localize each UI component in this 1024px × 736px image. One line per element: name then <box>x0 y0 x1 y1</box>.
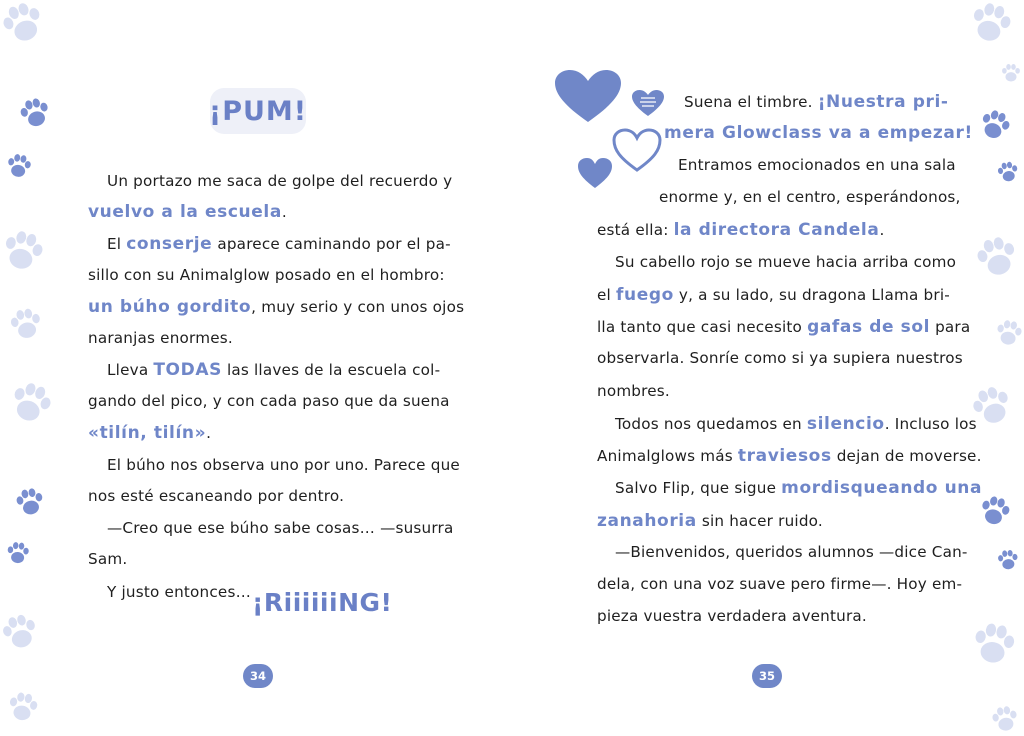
paw-print-icon <box>994 158 1022 186</box>
body-text: observarla. Sonríe como si ya supiera nuestros <box>597 349 963 367</box>
body-text: las llaves de la escuela col- <box>221 361 441 379</box>
body-text: Y justo entonces… <box>107 583 251 601</box>
body-text: naranjas enormes. <box>88 329 233 347</box>
body-text: dela, con una voz suave pero firme—. Hoy em- <box>597 575 963 593</box>
body-text: nombres. <box>597 382 670 400</box>
text-line <box>88 297 465 317</box>
body-text: para <box>930 318 971 336</box>
text-line <box>597 220 884 240</box>
body-text: . <box>879 221 885 239</box>
text-line <box>678 156 956 174</box>
body-text: sillo con su Animalglow posado en el hombro: <box>88 266 445 284</box>
paw-print-icon <box>1000 62 1022 84</box>
text-line <box>615 543 968 561</box>
text-line <box>597 607 867 625</box>
paw-print-icon <box>3 687 42 726</box>
body-text: Su cabello rojo se mueve hacia arriba como <box>615 253 957 271</box>
highlighted-text: «tilín, tilín» <box>88 423 207 443</box>
text-line <box>107 583 251 601</box>
body-text: dejan de moverse. <box>831 447 982 465</box>
text-line <box>615 478 983 498</box>
highlighted-text: zanahoria <box>597 511 697 531</box>
body-text: . <box>206 424 212 442</box>
text-line <box>88 392 450 410</box>
text-line <box>597 349 963 367</box>
highlighted-text: un búho gordito <box>88 297 252 317</box>
body-text: lla tanto que casi necesito <box>597 318 808 336</box>
heart-icon <box>555 70 621 122</box>
page-number-right: 35 <box>752 664 782 688</box>
body-text: Suena el timbre. <box>684 93 818 111</box>
text-line <box>88 329 233 347</box>
text-line <box>88 487 344 505</box>
body-text: enorme y, en el centro, esperándonos, <box>659 188 961 206</box>
text-line <box>107 519 454 537</box>
paw-print-icon <box>5 303 47 345</box>
text-line <box>107 360 441 380</box>
body-text: aparece caminando por el pa- <box>212 235 451 253</box>
highlighted-text: TODAS <box>153 360 222 380</box>
body-text: Salvo Flip, que sigue <box>615 479 782 497</box>
heart-icon <box>612 128 662 172</box>
chapter-title: ¡PUM! <box>210 88 306 134</box>
body-text: gando del pico, y con cada paso que da suena <box>88 392 450 410</box>
text-line <box>684 92 949 112</box>
text-line <box>597 511 823 531</box>
body-text: El <box>107 235 127 253</box>
paw-print-icon <box>995 547 1021 573</box>
text-line <box>107 456 460 474</box>
text-line <box>88 202 287 222</box>
body-text: Todos nos quedamos en <box>615 415 807 433</box>
text-line <box>597 317 971 337</box>
highlighted-text: mera Glowclass va a empezar! <box>664 123 973 143</box>
text-line <box>88 423 211 443</box>
paw-print-icon <box>992 316 1024 351</box>
text-line <box>88 550 127 568</box>
paw-print-icon <box>11 483 48 520</box>
body-text: y, a su lado, su dragona Llama bri- <box>673 286 950 304</box>
highlighted-text: conserje <box>126 234 213 254</box>
paw-print-icon <box>966 616 1022 672</box>
body-text: Sam. <box>88 550 128 568</box>
left-page <box>0 0 512 731</box>
body-text: el <box>597 286 616 304</box>
text-line <box>615 253 957 271</box>
highlighted-text: silencio <box>806 414 885 434</box>
body-text: —Creo que ese búho sabe cosas… —susurra <box>107 519 454 537</box>
text-line <box>107 172 453 190</box>
text-line <box>664 123 973 143</box>
page-number-left: 34 <box>243 664 273 688</box>
body-text: Un portazo me saca de golpe del recuerdo y <box>107 172 453 190</box>
highlighted-text: traviesos <box>737 446 832 466</box>
body-text: nos esté escaneando por dentro. <box>88 487 345 505</box>
text-line <box>615 414 977 434</box>
highlighted-text: ¡Nuestra pri- <box>817 92 949 112</box>
body-text: está ella: <box>597 221 674 239</box>
body-text: , muy serio y con unos ojos <box>251 298 465 316</box>
text-line <box>659 188 961 206</box>
text-line <box>597 285 950 305</box>
text-line <box>88 266 445 284</box>
text-line <box>597 446 982 466</box>
body-text: . <box>281 203 287 221</box>
highlighted-text: fuego <box>616 285 674 305</box>
highlighted-text: la directora Candela <box>673 220 880 240</box>
paw-print-icon <box>3 150 35 182</box>
heart-icon <box>632 90 664 116</box>
paw-print-icon <box>4 539 32 567</box>
body-text: . Incluso los <box>884 415 977 433</box>
body-text: pieza vuestra verdadera aventura. <box>597 607 867 625</box>
body-text: El búho nos observa uno por uno. Parece que <box>107 456 460 474</box>
body-text: Animalglows más <box>597 447 738 465</box>
sound-effect-text: ¡RiiiiiiNG! <box>252 588 393 617</box>
heart-icon <box>578 158 612 188</box>
body-text: —Bienvenidos, queridos alumnos —dice Can- <box>615 543 968 561</box>
highlighted-text: gafas de sol <box>807 317 931 337</box>
body-text: Entramos emocionados en una sala <box>678 156 956 174</box>
highlighted-text: mordisqueando una <box>781 478 983 498</box>
body-text: Lleva <box>107 361 154 379</box>
body-text: sin hacer ruido. <box>696 512 823 530</box>
text-line <box>107 234 451 254</box>
text-line <box>597 575 963 593</box>
highlighted-text: vuelvo a la escuela <box>88 202 282 222</box>
text-line <box>597 382 670 400</box>
